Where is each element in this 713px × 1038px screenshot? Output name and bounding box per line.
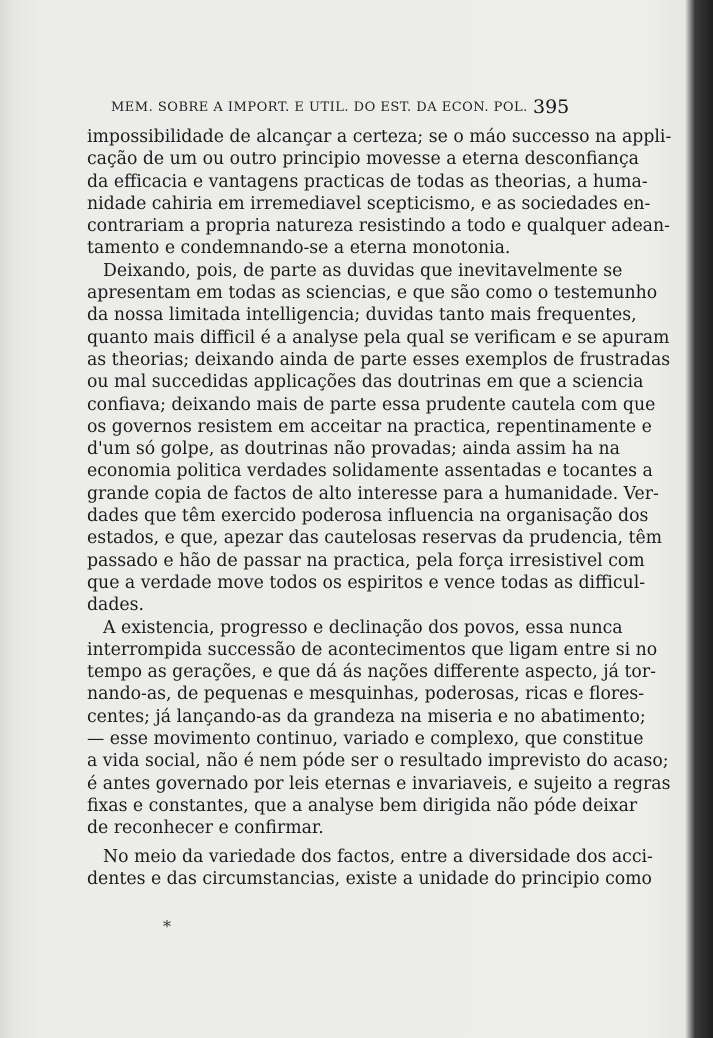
text-line: de reconhecer e confirmar. bbox=[87, 818, 324, 839]
text-line: que a verdade move todos os espiritos e vence todas as difficul- bbox=[87, 572, 646, 593]
paragraph-2 bbox=[87, 260, 671, 617]
text-line: as theorias; deixando ainda de parte esses exemplos de frustradas bbox=[87, 349, 671, 370]
text-line: dentes e das circumstancias, existe a unidade do principio como bbox=[87, 868, 652, 889]
text-line: quanto mais difficil é a analyse pela qual se verificam e se apuram bbox=[87, 327, 670, 348]
text-line: dades que têm exercido poderosa influencia na organisação dos bbox=[87, 506, 649, 527]
text-line: fixas e constantes, que a analyse bem dirigida não póde deixar bbox=[87, 795, 638, 816]
text-line: os governos resistem em acceitar na practica, repentinamente e bbox=[87, 416, 652, 437]
text-line: da nossa limitada intelligencia; duvidas tanto mais frequentes, bbox=[87, 305, 637, 326]
text-line: centes; já lançando-as da grandeza na miseria e no abatimento; bbox=[87, 706, 646, 727]
text-line: impossibilidade de alcançar a certeza; se o máo successo na appli- bbox=[87, 127, 672, 147]
text-line: contrariam a propria natureza resistindo a todo e qualquer adean- bbox=[87, 216, 670, 237]
text-line: confiava; deixando mais de parte essa prudente cautela com que bbox=[87, 394, 656, 415]
text-line: apresentam em todas as sciencias, e que são como o testemunho bbox=[87, 283, 658, 304]
paragraph-3 bbox=[87, 617, 671, 840]
text-line: nidade cahiria em irremediavel scepticismo, e as sociedades en- bbox=[87, 193, 651, 214]
signature-mark: * bbox=[163, 917, 171, 936]
text-line: cação de um ou outro principio movesse a eterna desconfiança bbox=[87, 149, 639, 170]
text-line: tempo as gerações, e que dá ás nações differente aspecto, já tor- bbox=[87, 662, 656, 683]
text-line: d'um só golpe, as doutrinas não provadas; ainda assim ha na bbox=[87, 439, 620, 460]
text-line: Deixando, pois, de parte as duvidas que inevitavelmente se bbox=[103, 260, 623, 281]
text-line: A existencia, progresso e declinação dos povos, essa nunca bbox=[103, 617, 623, 638]
page-number: 395 bbox=[533, 96, 570, 118]
text-line: da efficacia e vantagens practicas de todas as theorias, a huma- bbox=[87, 171, 648, 192]
text-line: a vida social, não é nem póde ser o resultado imprevisto do acaso; bbox=[87, 751, 669, 772]
text-line: dades. bbox=[87, 595, 145, 616]
text-line: grande copia de factos de alto interesse para a humanidade. Ver- bbox=[87, 483, 659, 504]
paragraph-4 bbox=[87, 846, 653, 891]
running-title: MEM. SOBRE A IMPORT. E UTIL. DO EST. DA ECON. POL. bbox=[111, 100, 528, 115]
text-line: nando-as, de pequenas e mesquinhas, poderosas, ricas e flores- bbox=[87, 684, 645, 705]
text-line: ou mal succedidas applicações das doutrinas em que a sciencia bbox=[87, 372, 644, 393]
text-line: economia politica verdades solidamente assentadas e tocantes a bbox=[87, 461, 653, 482]
text-line: passado e hão de passar na practica, pela força irresistivel com bbox=[87, 550, 645, 571]
text-line: tamento e condemnando-se a eterna monotonia. bbox=[87, 238, 511, 259]
text-line: interrompida successão de acontecimentos que ligam entre si no bbox=[87, 639, 658, 660]
body-text bbox=[87, 126, 672, 890]
text-line: No meio da variedade dos factos, entre a diversidade dos acci- bbox=[103, 846, 653, 867]
paragraph-1 bbox=[87, 126, 672, 260]
text-line: estados, e que, apezar das cautelosas reservas da prudencia, têm bbox=[87, 528, 663, 549]
text-line: é antes governado por leis eternas e invariaveis, e sujeito a regras bbox=[87, 773, 671, 794]
text-line: — esse movimento continuo, variado e complexo, que constitue bbox=[87, 729, 644, 750]
